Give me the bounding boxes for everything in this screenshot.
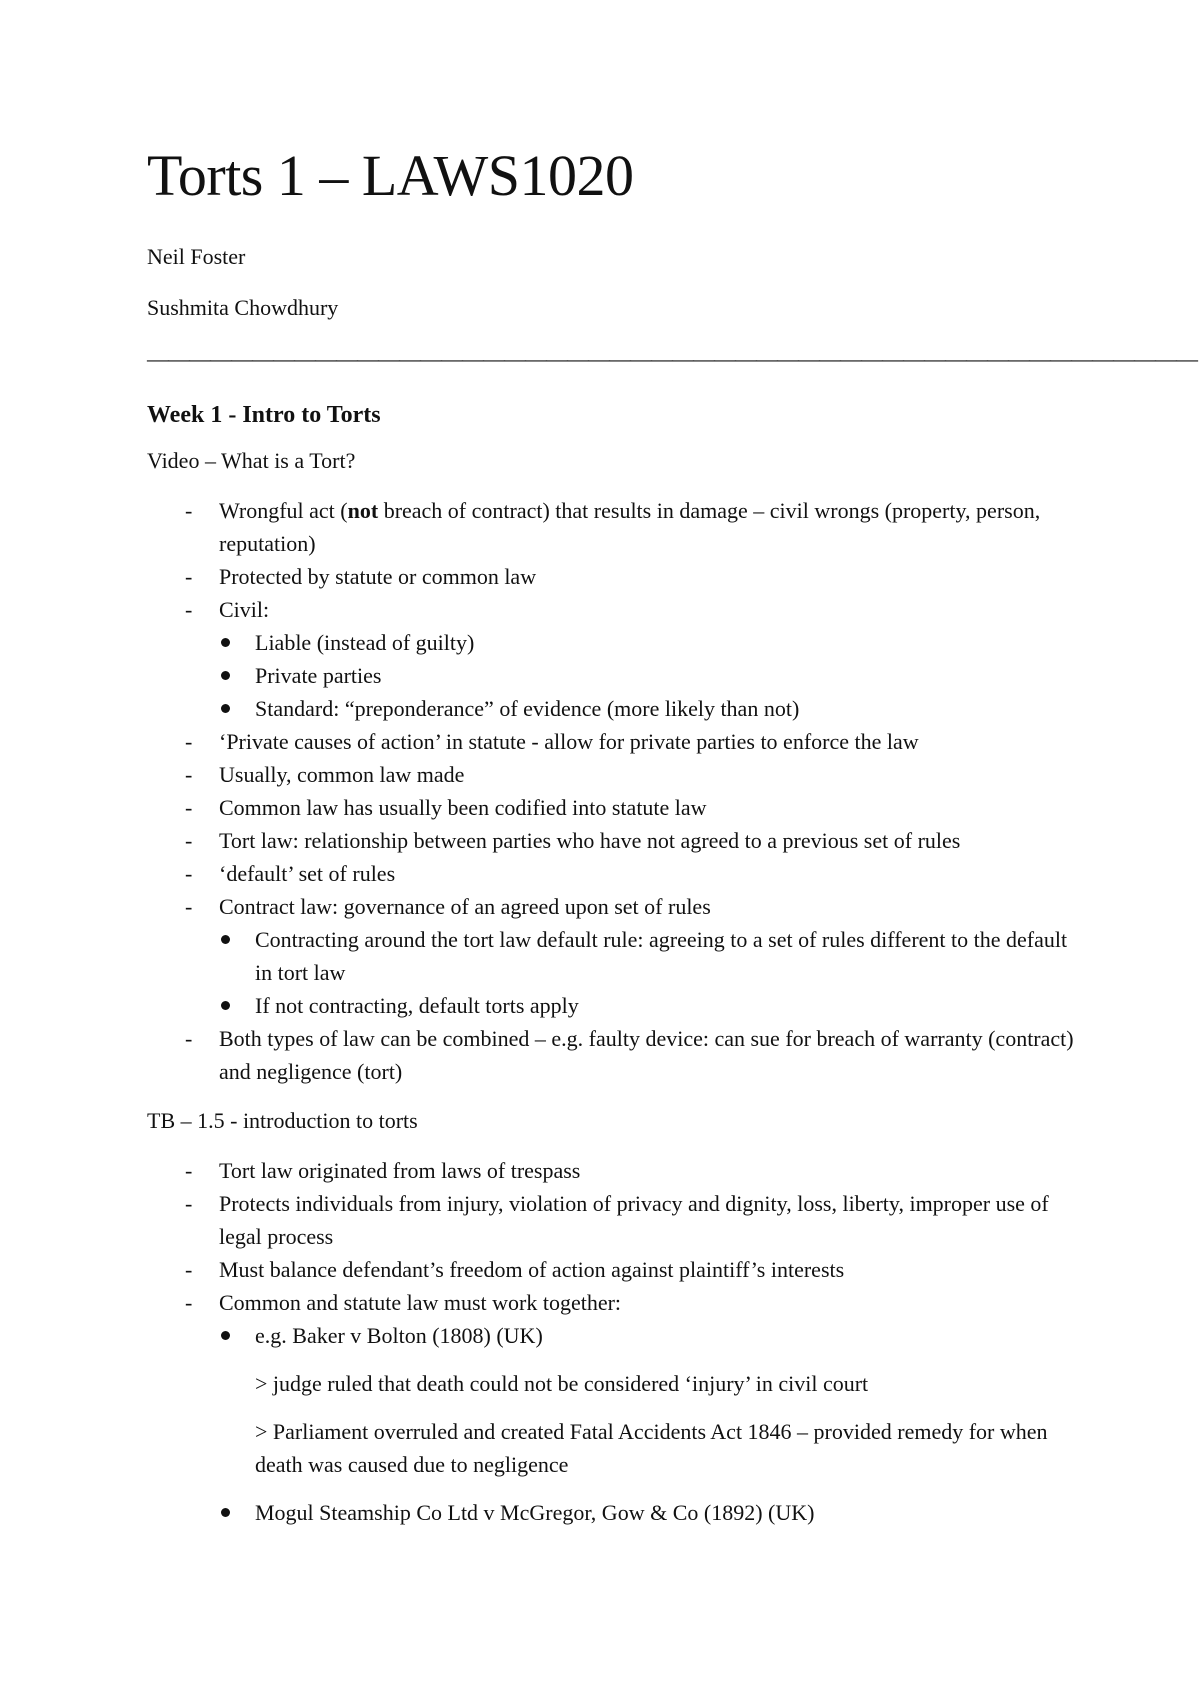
author-name: Neil Foster — [147, 244, 246, 269]
dash-marker: - — [185, 1257, 193, 1282]
document-title: Torts 1 – LAWS1020 — [147, 143, 634, 208]
list-item: - ‘default’ set of rules — [147, 857, 1077, 890]
case-name: e.g. Baker v Bolton (1808) (UK) — [255, 1323, 543, 1348]
section-label-video: Video – What is a Tort? — [147, 448, 356, 473]
list-item: - Wrongful act (not breach of contract) that results in damage – civil wrongs (property, person, reputation) — [147, 494, 1077, 560]
document-page — [147, 140, 1197, 1547]
sub-list-item — [219, 1319, 1077, 1481]
sub-list-item — [219, 1496, 1077, 1529]
dash-marker: - — [185, 762, 193, 787]
dash-marker: - — [185, 1290, 193, 1315]
case-note: > judge ruled that death could not be considered ‘injury’ in civil court — [255, 1371, 869, 1396]
week-heading: Week 1 - Intro to Torts — [147, 402, 381, 428]
list-item: - Protected by statute or common law — [147, 560, 1077, 593]
dash-marker: - — [185, 861, 193, 886]
list-item: - Civil: Liable (instead of guilty) Private parties Standard: “preponderance” of evidence (more likely than not) — [147, 593, 1077, 725]
dash-marker: - — [185, 729, 193, 754]
dash-marker: - — [185, 498, 193, 523]
dash-marker: - — [185, 1158, 193, 1183]
sub-list-item: Standard: “preponderance” of evidence (more likely than not) — [219, 692, 1077, 725]
list-item: - Protects individuals from injury, violation of privacy and dignity, loss, liberty, improper use of legal process — [147, 1187, 1077, 1253]
dash-marker: - — [185, 1191, 193, 1216]
dash-marker: - — [185, 795, 193, 820]
sub-list-item: Liable (instead of guilty) — [219, 626, 1077, 659]
list-item: - Must balance defendant’s freedom of action against plaintiff’s interests — [147, 1253, 1077, 1286]
dash-marker: - — [185, 597, 193, 622]
bullet-icon — [221, 704, 230, 713]
case-name: Mogul Steamship Co Ltd v McGregor, Gow & Co (1892) (UK) — [255, 1500, 815, 1525]
dash-marker: - — [185, 828, 193, 853]
author-name: Sushmita Chowdhury — [147, 295, 339, 320]
bullet-icon — [221, 1331, 230, 1340]
sub-list-item: Private parties — [219, 659, 1077, 692]
textbook-notes-list — [147, 1154, 1077, 1529]
dash-marker: - — [185, 564, 193, 589]
dash-marker: - — [185, 894, 193, 919]
list-item: - Both types of law can be combined – e.g. faulty device: can sue for breach of warranty (contract) and negligence (tort) — [147, 1022, 1077, 1088]
sub-list — [219, 1319, 1077, 1529]
sub-list — [219, 626, 1077, 725]
sub-list — [219, 923, 1077, 1022]
video-notes-list — [147, 494, 1077, 1088]
list-item: - Contract law: governance of an agreed upon set of rules Contracting around the tort law default rule: agreeing to a set of rules different to the default in tort law If not contracting, default torts apply — [147, 890, 1077, 1022]
bullet-icon — [221, 1001, 230, 1010]
bullet-icon — [221, 935, 230, 944]
section-label-textbook: TB – 1.5 - introduction to torts — [147, 1108, 418, 1133]
list-item: - Tort law originated from laws of trespass — [147, 1154, 1077, 1187]
dash-marker: - — [185, 1026, 193, 1051]
bullet-icon — [221, 638, 230, 647]
list-item: - Common and statute law must work together: e.g. Baker v Bolton (1808) (UK) > judge ruled that death could not be considered ‘injury’ in civil court > Parliament overruled and created Fatal Accidents Act 1846 – provided remedy for when death was caused due to negligence Mogul Steamship Co Ltd v McGregor, Gow & Co (1892) (UK) — [147, 1286, 1077, 1529]
case-note: > Parliament overruled and created Fatal Accidents Act 1846 – provided remedy for when death was caused due to negligence — [255, 1419, 1048, 1477]
horizontal-rule: —————————————————————————————————————————————————— — [147, 346, 1197, 371]
bullet-icon — [221, 671, 230, 680]
emphasis-text: not — [347, 498, 379, 523]
sub-list-item: If not contracting, default torts apply — [219, 989, 1077, 1022]
list-item: - Common law has usually been codified into statute law — [147, 791, 1077, 824]
list-item: - Usually, common law made — [147, 758, 1077, 791]
list-item: - Tort law: relationship between parties who have not agreed to a previous set of rules — [147, 824, 1077, 857]
bullet-icon — [221, 1508, 230, 1517]
sub-list-item: Contracting around the tort law default rule: agreeing to a set of rules different to the default in tort law — [219, 923, 1077, 989]
list-item: - ‘Private causes of action’ in statute - allow for private parties to enforce the law — [147, 725, 1077, 758]
